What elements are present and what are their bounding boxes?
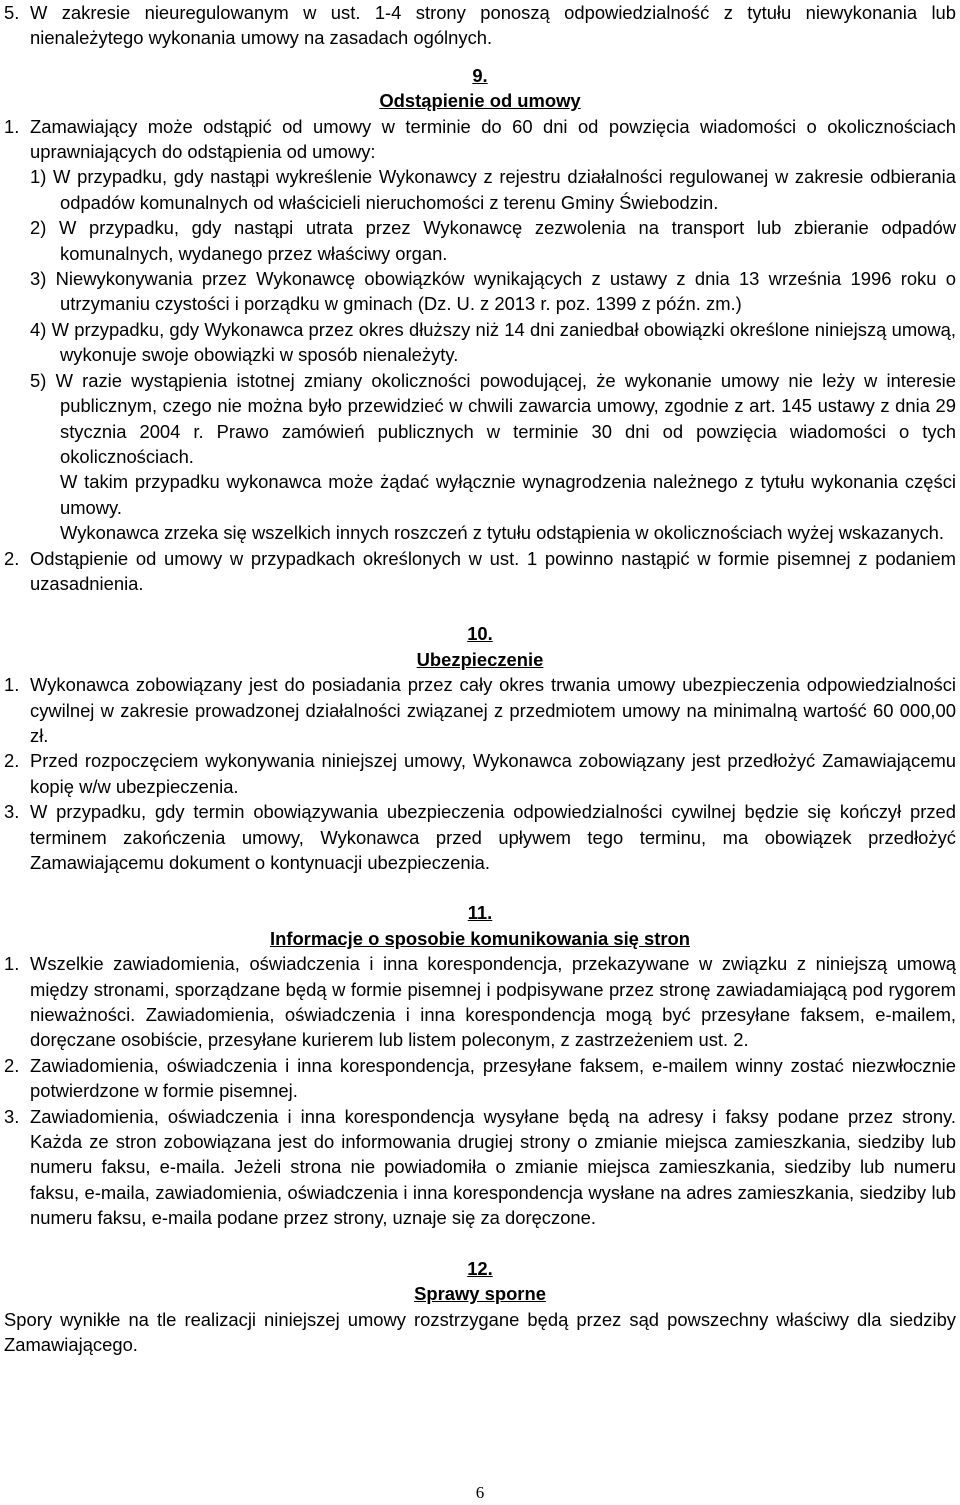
paragraph-text: Przed rozpoczęciem wykonywania niniejszej umowy, Wykonawca zobowiązany jest przedłożyć Zamawiającemu kopię w/w ubezpieczenia.: [30, 750, 956, 797]
paragraph-10-1: [4, 672, 956, 748]
paragraph-text: Wszelkie zawiadomienia, oświadczenia i inna korespondencja, przekazywane w związku z niniejszą umową między stronami, sporządzane będą w formie pisemnej i podpisywane przez stronę zawiadamiającą pod rygorem nieważności. Zawiadomienia, oświadczenia i inna korespondencja mogą być przesyłane faksem, e-mailem, doręczane osobiście, przesyłane kurierem lub listem poleconym, z zastrzeżeniem ust. 2.: [30, 953, 956, 1051]
item-number: 1): [30, 166, 47, 188]
paragraph-number: 1.: [4, 115, 20, 137]
paragraph-text: W przypadku, gdy termin obowiązywania ubezpieczenia odpowiedzialności cywilnej będzie się kończył przed terminem zakończenia umowy, Wykonawca przed upływem tego terminu, ma obowiązek przedłożyć Zamawiającemu dokument o kontynuacji ubezpieczenia.: [30, 801, 956, 873]
section-12-number: 12.: [467, 1257, 493, 1279]
document-page: [4, 0, 956, 1357]
paragraph-text: W zakresie nieuregulowanym w ust. 1-4 strony ponoszą odpowiedzialność z tytułu niewykonania lub nienależytego wykonania umowy na zasadach ogólnych.: [30, 2, 956, 49]
paragraph-11-2: [4, 1053, 956, 1104]
section-9-number: 9.: [472, 64, 488, 86]
paragraph-number: 2.: [4, 1054, 20, 1076]
section-9-title: Odstąpienie od umowy: [379, 90, 581, 112]
paragraph-11-3: [4, 1104, 956, 1231]
paragraph-number: 3.: [4, 801, 20, 823]
paragraph-text: Odstąpienie od umowy w przypadkach określonych w ust. 1 powinno nastąpić w formie pisemnej z podaniem uzasadnienia.: [30, 547, 956, 594]
item-number: 5): [30, 369, 47, 391]
paragraph-number: 2.: [4, 750, 20, 772]
list-item: [4, 266, 956, 317]
continuation-text: W takim przypadku wykonawca może żądać wyłącznie wynagrodzenia należnego z tytułu wykonania części umowy.: [60, 471, 956, 518]
section-10-title: Ubezpieczenie: [416, 648, 544, 670]
paragraph-text: Zamawiający może odstąpić od umowy w terminie do 60 dni od powzięcia wiadomości o okolicznościach uprawniających do odstąpienia od umowy:: [30, 115, 956, 163]
item-number: 2): [30, 217, 47, 239]
continuation-text: Wykonawca zrzeka się wszelkich innych roszczeń z tytułu odstąpienia w okolicznościach wyżej wskazanych.: [60, 522, 944, 544]
paragraph-10-2: [4, 748, 956, 799]
paragraph-number: 5.: [4, 2, 20, 23]
section-12-title: Sprawy sporne: [414, 1283, 546, 1305]
paragraph-9-2: [4, 546, 956, 597]
item-number: 4): [30, 318, 47, 340]
paragraph-number: 1.: [4, 674, 20, 696]
paragraph-9-1: [4, 114, 956, 165]
section-11-title: Informacje o sposobie komunikowania się stron: [269, 927, 690, 949]
item-number: 3): [30, 268, 47, 290]
paragraph-text: Wykonawca zobowiązany jest do posiadania przez cały okres trwania umowy ubezpieczenia odpowiedzialności cywilnej w zakresie prowadzonej działalności związanej z przedmiotem umowy na minimalną wartość 60 000,00 zł.: [30, 674, 956, 746]
paragraph-number: 1.: [4, 953, 20, 975]
paragraph-12: Spory wynikłe na tle realizacji niniejszej umowy rozstrzygane będą przez sąd powszechny właściwy dla siedziby Zamawiającego.: [4, 1308, 956, 1355]
page-number: 6: [475, 1483, 485, 1502]
item-text: W przypadku, gdy Wykonawca przez okres dłuższy niż 14 dni zaniedbał obowiązki określone niniejszą umową, wykonuje swoje obowiązki w sposób nienależyty.: [51, 318, 956, 366]
paragraph-11-1: [4, 951, 956, 1053]
item-text: W razie wystąpienia istotnej zmiany okoliczności powodującej, że wykonanie umowy nie leży w interesie publicznym, czego nie można było przewidzieć w chwili zawarcia umowy, zgodnie z art. 145 ustawy z dnia 29 stycznia 2004 r. Prawo zamówień publicznych w terminie 30 dni od powzięcia wiadomości o tych okolicznościach.: [55, 369, 956, 467]
paragraph-text: Zawiadomienia, oświadczenia i inna korespondencja, przesyłane faksem, e-mailem winny zostać niezwłocznie potwierdzone w formie pisemnej.: [30, 1054, 956, 1102]
paragraph-number: 2.: [4, 547, 20, 569]
paragraph-text: Zawiadomienia, oświadczenia i inna korespondencja wysyłane będą na adresy i faksy podane przez strony. Każda ze stron zobowiązana jest do informowania drugiej strony o zmianie miejsca zamieszkania, siedziby lub numeru faksu, e-maila. Jeżeli strona nie powiadomiła o zmianie miejsca zamieszkania, siedziby lub numeru faksu, e-maila, zawiadomienia, oświadczenia i inna korespondencja wysłane na adres zamieszkania, siedziby lub numeru faksu, e-maila podane przez strony, uznaje się za doręczone.: [30, 1105, 956, 1229]
paragraph-8-5: [4, 0, 956, 51]
item-text: Niewykonywania przez Wykonawcę obowiązków wynikających z ustawy z dnia 13 września 1996 roku o utrzymaniu czystości i porządku w gminach (Dz. U. z 2013 r. poz. 1399 z późn. zm.): [55, 268, 956, 315]
list-item: [4, 368, 956, 470]
item-text: W przypadku, gdy nastąpi wykreślenie Wykonawcy z rejestru działalności regulowanej w zakresie odbierania odpadów komunalnych od właścicieli nieruchomości z terenu Gminy Świebodzin.: [53, 166, 956, 213]
item-text: W przypadku, gdy nastąpi utrata przez Wykonawcę zezwolenia na transport lub zbieranie odpadów komunalnych, wydanego przez właściwy organ.: [59, 217, 956, 264]
paragraph-10-3: [4, 799, 956, 875]
section-10-number: 10.: [467, 623, 493, 645]
list-item: [4, 164, 956, 215]
section-11-number: 11.: [467, 902, 493, 924]
paragraph-number: 3.: [4, 1105, 20, 1127]
list-item: [4, 215, 956, 266]
list-item: [4, 317, 956, 368]
